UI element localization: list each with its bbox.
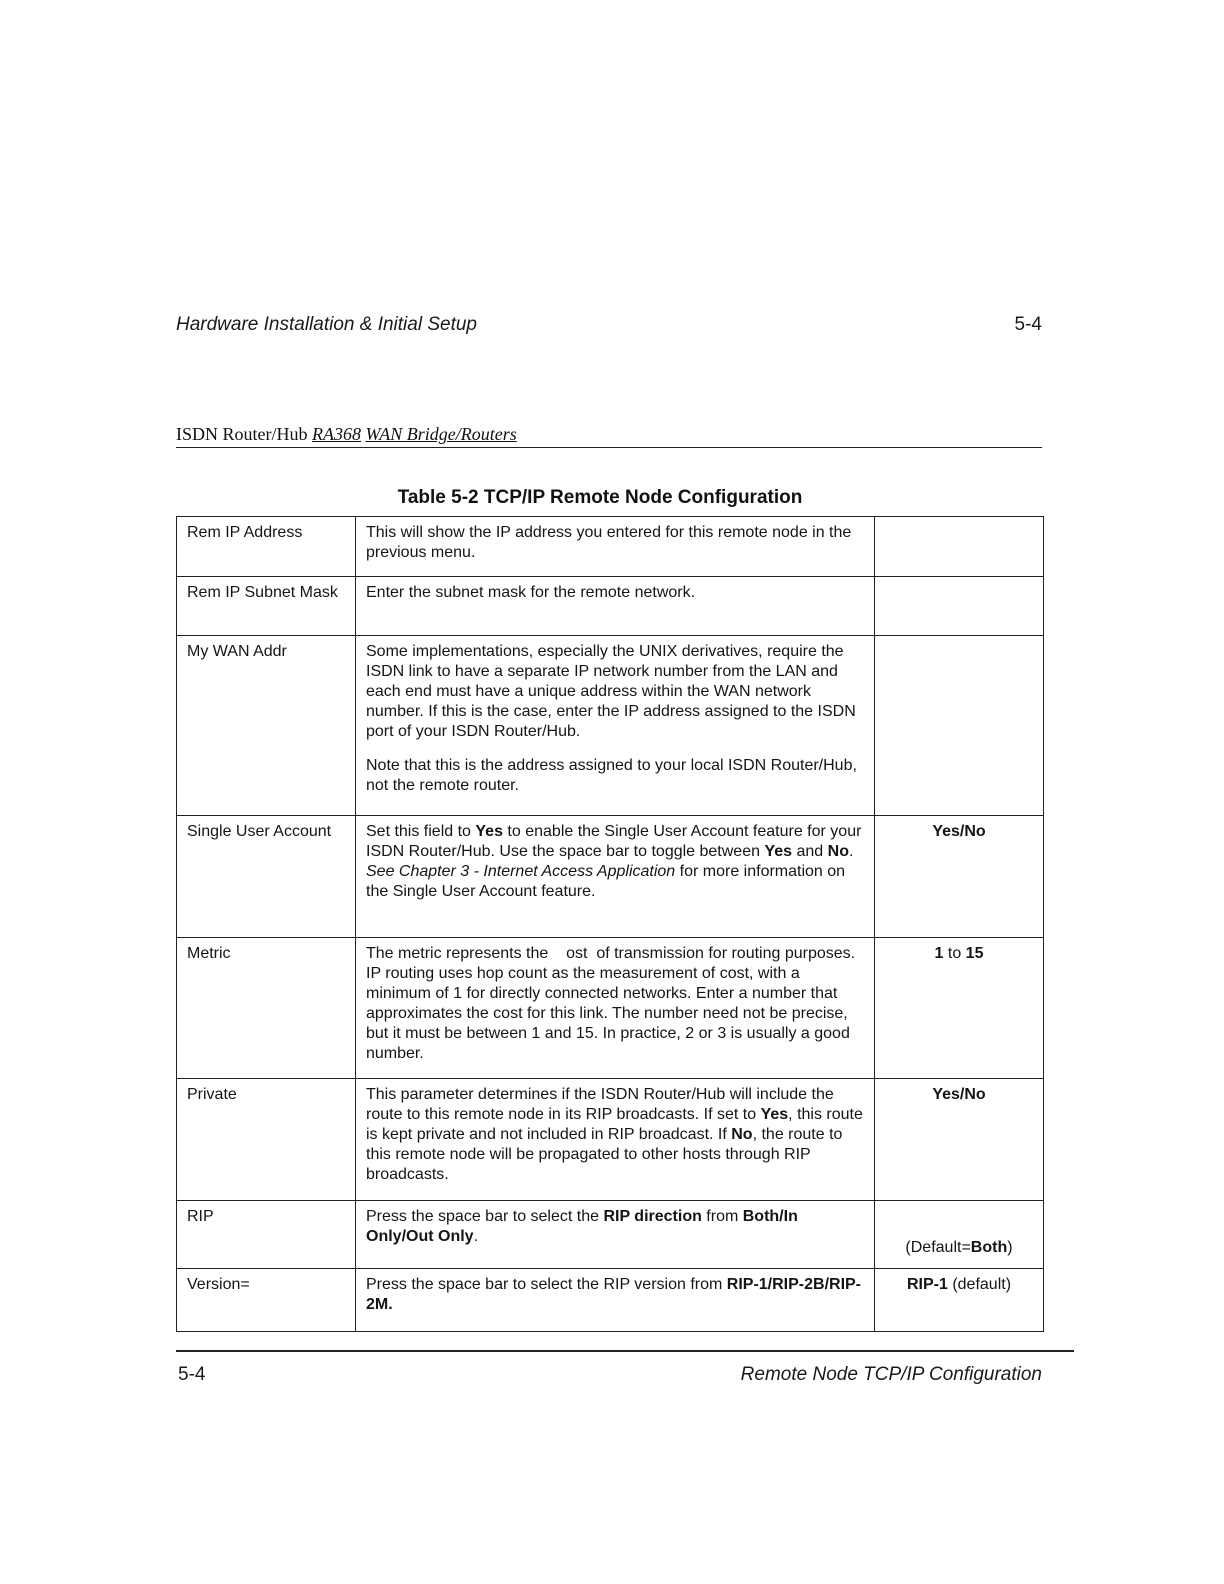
table-caption: Table 5-2 TCP/IP Remote Node Configuration [397, 487, 803, 508]
text-run: . [848, 843, 854, 860]
text-run-bold: Both/In Only/Out Only [366, 1208, 798, 1245]
table-row [177, 816, 1044, 938]
text-run: This parameter determines if the ISDN Router/Hub will include the route to this remote node in its RIP broadcasts. If set to [366, 1086, 834, 1123]
field-value [875, 636, 1044, 816]
field-name: RIP [177, 1201, 356, 1269]
field-name: Rem IP Address [177, 517, 356, 577]
field-value [875, 1269, 1044, 1332]
text-run-italic: See Chapter 3 - Internet Access Application [366, 863, 676, 880]
value-run-bold: 15 [965, 945, 984, 962]
text-run: , the route to this remote node will be propagated to other hosts through RIP broadcasts. [366, 1126, 843, 1183]
text-run-bold: RIP direction [603, 1208, 702, 1225]
text-run-bold: RIP-1/RIP-2B/RIP-2M. [366, 1276, 862, 1313]
table-row [177, 1079, 1044, 1201]
table-row [177, 577, 1044, 636]
text-run: from [701, 1208, 743, 1225]
field-name: Private [177, 1079, 356, 1201]
field-name: Metric [177, 938, 356, 1079]
field-name: My WAN Addr [177, 636, 356, 816]
field-description: This will show the IP address you entered for this remote node in the previous menu. [356, 517, 875, 577]
value-run: to [943, 945, 966, 962]
value-run: ) [1007, 1239, 1013, 1256]
text-run-bold: No [827, 843, 849, 860]
page-footer [178, 1364, 1042, 1392]
running-header-page-number: 5-4 [1014, 314, 1042, 335]
text-run-bold: Yes [475, 823, 503, 840]
running-header [176, 314, 1042, 342]
table-row [177, 636, 1044, 816]
config-table [176, 516, 1044, 1332]
text-run: , this route is kept private and not included in RIP broadcast. If [366, 1106, 863, 1143]
text-run-bold: Yes [760, 1106, 789, 1123]
field-description [356, 816, 875, 938]
value-run: (Default= [905, 1239, 971, 1256]
document-title [176, 424, 1042, 448]
table-row [177, 1201, 1044, 1269]
text-run: . [473, 1228, 479, 1245]
text-run-bold: No [731, 1126, 753, 1143]
value-run: (default) [947, 1276, 1012, 1293]
text-run: Press the space bar to select the RIP version from [366, 1276, 727, 1293]
product-series: WAN Bridge/Routers [365, 424, 517, 444]
field-value [875, 1201, 1044, 1269]
field-value [875, 577, 1044, 636]
text-run-bold: Yes [764, 843, 793, 860]
text-run: to enable the Single User Account feature for your ISDN Router/Hub. Use the space bar to toggle between [366, 823, 862, 860]
text-run: and [792, 843, 828, 860]
table-row [177, 1269, 1044, 1332]
field-description [356, 1201, 875, 1269]
table-row [177, 938, 1044, 1079]
description-paragraph: Note that this is the address assigned to your local ISDN Router/Hub, not the remote router. [366, 757, 857, 794]
field-value: Yes/No [875, 816, 1044, 938]
field-name: Version= [177, 1269, 356, 1332]
field-name: Rem IP Subnet Mask [177, 577, 356, 636]
field-value [875, 517, 1044, 577]
value-run-bold: 1 [934, 945, 944, 962]
field-value: Yes/No [875, 1079, 1044, 1201]
field-description [356, 636, 875, 816]
model-number: RA368 [312, 424, 361, 444]
field-description: The metric represents the ost of transmission for routing purposes. IP routing uses hop count as the measurement of cost, with a minimum of 1 for directly connected networks. Enter a number that approximates the cost for this link. The number need not be precise, but it must be between 1 and 15. In practice, 2 or 3 is usually a good number. [356, 938, 875, 1079]
field-name: Single User Account [177, 816, 356, 938]
footer-section-title: Remote Node TCP/IP Configuration [740, 1364, 1042, 1385]
field-value [875, 938, 1044, 1079]
value-run-bold: RIP-1 [906, 1276, 948, 1293]
field-description [356, 1079, 875, 1201]
field-description [356, 1269, 875, 1332]
text-run: for more information on the Single User Account feature. [366, 863, 846, 900]
product-name: ISDN Router/Hub [176, 424, 308, 444]
footer-page-number: 5-4 [178, 1364, 206, 1385]
table-row [177, 517, 1044, 577]
description-paragraph: Some implementations, especially the UNIX derivatives, require the ISDN link to have a separate IP network number from the LAN and each end must have a unique address within the WAN network number. If this is the case, enter the IP address assigned to the ISDN port of your ISDN Router/Hub. [366, 643, 856, 740]
text-run: Set this field to [366, 823, 476, 840]
running-header-title: Hardware Installation & Initial Setup [176, 314, 477, 335]
value-run-bold: Both [970, 1239, 1008, 1256]
field-description: Enter the subnet mask for the remote network. [356, 577, 875, 636]
footer-divider [176, 1350, 1074, 1352]
text-run: Press the space bar to select the [366, 1208, 604, 1225]
